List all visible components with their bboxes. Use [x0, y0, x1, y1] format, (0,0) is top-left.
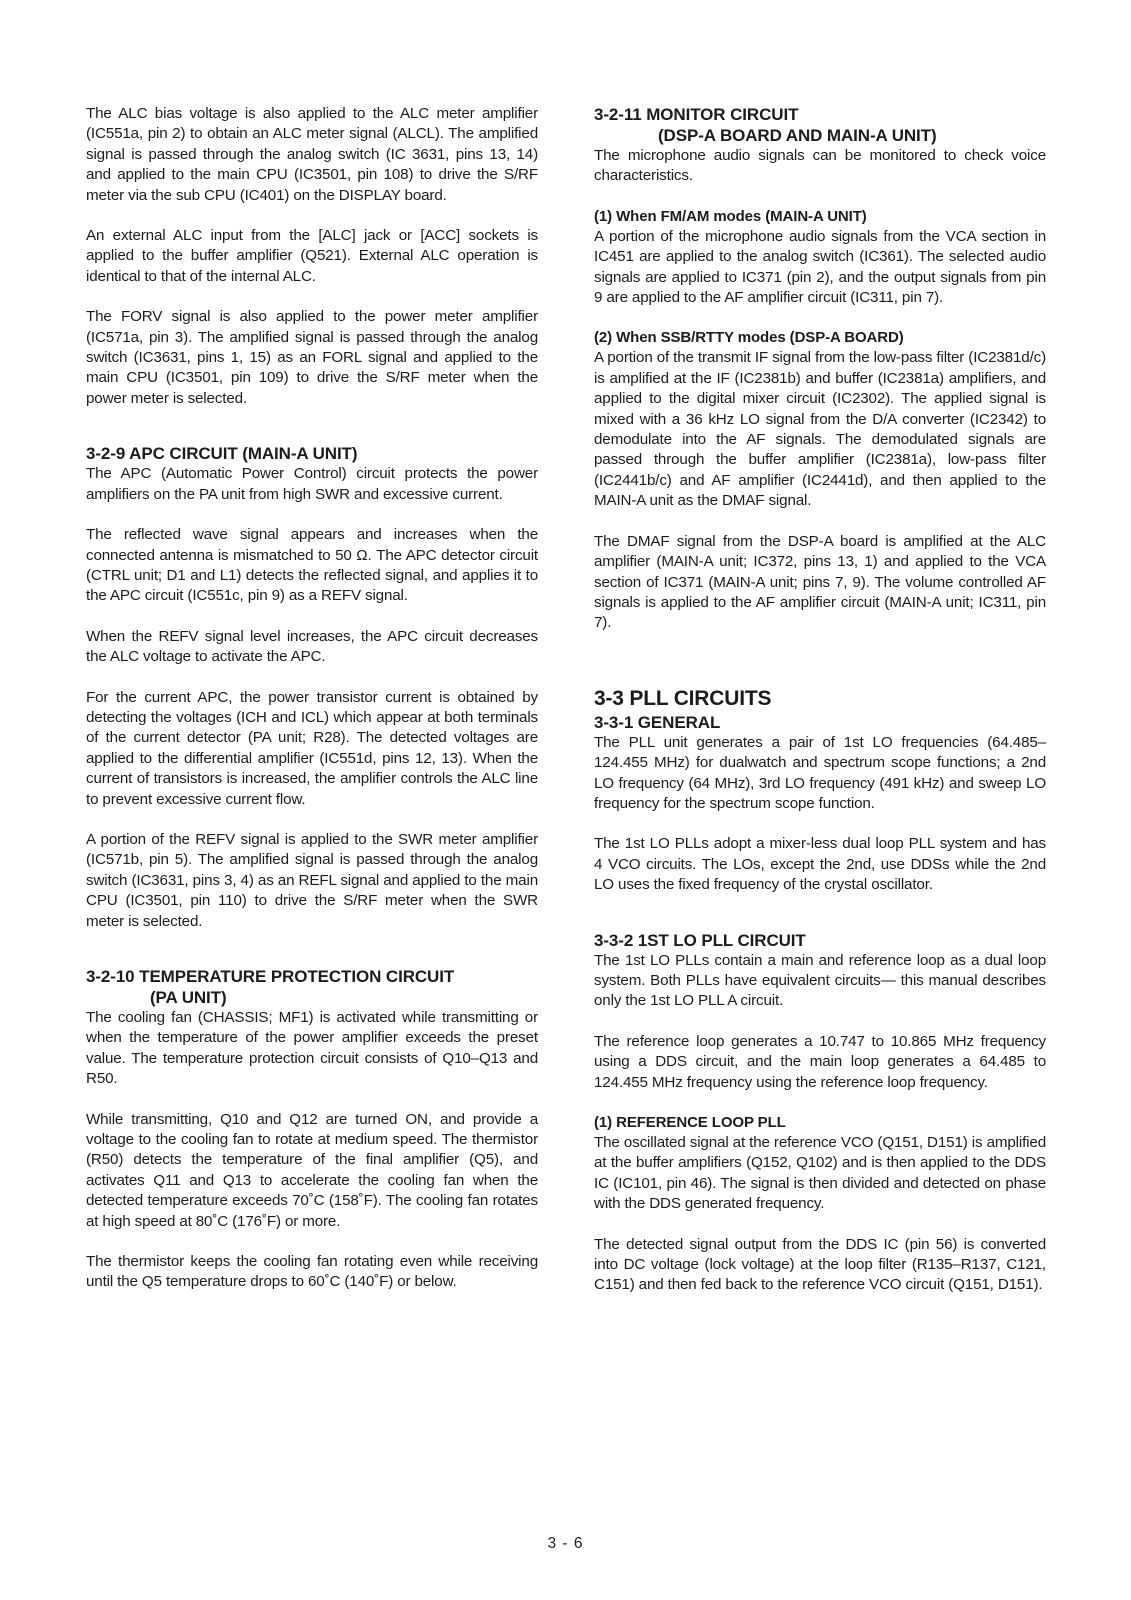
apc-refv-block — [86, 627, 538, 668]
forv-paragraph: The FORV signal is also applied to the power meter amplifier (IC571a, pin 3). The amplified signal is passed through the analog switch (IC3631, pins 1, 15) as an FORL signal and applied to the main CPU (IC3501, pin 109) to drive the S/RF meter when the power meter is selected. — [86, 308, 538, 407]
apc-heading: 3-2-9 APC CIRCUIT (MAIN-A UNIT) — [86, 444, 358, 464]
first-lo-block-2 — [594, 1032, 1046, 1093]
first-lo-section — [594, 930, 1046, 1012]
temperature-heading-line1: 3-2-10 TEMPERATURE PROTECTION CIRCUIT — [86, 967, 455, 986]
monitor-heading — [594, 104, 1046, 146]
left-column — [86, 104, 538, 1313]
temperature-receive-block — [86, 1252, 538, 1293]
monitor-dmaf-block — [594, 532, 1046, 634]
first-lo-heading: 3-3-2 1ST LO PLL CIRCUIT — [594, 930, 806, 950]
reference-loop-block-2 — [594, 1235, 1046, 1296]
alc-meter-block — [86, 104, 538, 206]
apc-refv-paragraph: When the REFV signal level increases, the APC circuit decreases the ALC voltage to activate the APC. — [86, 627, 538, 666]
right-column — [594, 104, 1046, 1316]
reference-loop-paragraph-1: The oscillated signal at the reference VCO (Q151, D151) is amplified at the buffer amplifiers (Q152, Q102) and is then applied to the DDS IC (IC101, pin 46). The signal is then divided and detected on phase with the DDS generated frequency. — [594, 1134, 1046, 1213]
page-number: 3 - 6 — [547, 1535, 584, 1552]
first-lo-paragraph-2: The reference loop generates a 10.747 to 10.865 MHz frequency using a DDS circuit, and the main loop generates a 64.485 to 124.455 MHz frequency using the reference loop frequency. — [594, 1032, 1046, 1091]
monitor-intro-paragraph: The microphone audio signals can be monitored to check voice characteristics. — [594, 147, 1046, 185]
monitor-dmaf-paragraph: The DMAF signal from the DSP-A board is amplified at the ALC amplifier (MAIN-A unit; IC372, pins 13, 1) and applied to the VCA section of IC371 (MAIN-A unit; pins 7, 9). The volume controlled AF signals is applied to the AF amplifier circuit (MAIN-A unit; IC311, pin 7). — [594, 532, 1046, 632]
temperature-intro-paragraph: The cooling fan (CHASSIS; MF1) is activated while transmitting or when the temperature of the power amplifier exceeds the preset value. The temperature protection circuit consists of Q10–Q13 and R50. — [86, 1009, 538, 1088]
monitor-heading-line2: (DSP-A BOARD AND MAIN-A UNIT) — [658, 126, 937, 145]
pll-general-paragraph-2: The 1st LO PLLs adopt a mixer-less dual loop PLL system and has 4 VCO circuits. The LOs, except the 2nd, use DDSs while the 2nd LO uses the fixed frequency of the crystal oscillator. — [594, 835, 1046, 894]
pll-general-block-2 — [594, 834, 1046, 895]
monitor-section — [594, 104, 1046, 187]
monitor-fm-paragraph: A portion of the microphone audio signals from the VCA section in IC451 are applied to the analog switch (IC361). The selected audio signals are applied to IC371 (pin 2), and the output signals from pin 9 are applied to the AF amplifier circuit (IC311, pin 7). — [594, 227, 1046, 307]
temperature-heading-line2: (PA UNIT) — [150, 988, 227, 1007]
pll-chapter-heading: 3-3 PLL CIRCUITS — [594, 686, 772, 710]
temperature-receive-paragraph: The thermistor keeps the cooling fan rotating even while receiving until the Q5 temperature drops to 60˚C (140˚F) or below. — [86, 1253, 538, 1291]
monitor-fm-block — [594, 207, 1046, 309]
alc-meter-paragraph: The ALC bias voltage is also applied to the ALC meter amplifier (IC551a, pin 2) to obtain an ALC meter signal (ALCL). The amplified signal is passed through the analog switch (IC 3631, pins 13, 14) and applied to the main CPU (IC3501, pin 108) to drive the S/RF meter via the sub CPU (IC401) on the DISPLAY board. — [86, 105, 538, 204]
monitor-ssb-heading: (2) When SSB/RTTY modes (DSP-A BOARD) — [594, 329, 904, 347]
apc-swr-paragraph: A portion of the REFV signal is applied to the SWR meter amplifier (IC571b, pin 5). The amplified signal is passed through the analog switch (IC3631, pins 3, 4) as an REFL signal and applied to the main CPU (IC3501, pin 110) to drive the S/RF meter when the SWR meter is selected. — [86, 830, 538, 930]
pll-general-paragraph-1: The PLL unit generates a pair of 1st LO frequencies (64.485–124.455 MHz) for dualwatch and spectrum scope functions; a 2nd LO frequency (64 MHz), 3rd LO frequency (491 kHz) and sweep LO frequency for the spectrum scope function. — [594, 733, 1046, 812]
first-lo-paragraph-1: The 1st LO PLLs contain a main and reference loop as a dual loop system. Both PLLs have equivalent circuits— this manual describes only the 1st LO PLL A circuit. — [594, 951, 1046, 1010]
monitor-fm-heading: (1) When FM/AM modes (MAIN-A UNIT) — [594, 207, 867, 225]
monitor-ssb-block — [594, 328, 1046, 511]
apc-reflected-block — [86, 525, 538, 607]
apc-current-block — [86, 688, 538, 810]
temperature-transmit-paragraph: While transmitting, Q10 and Q12 are turned ON, and provide a voltage to the cooling fan to rotate at medium speed. The thermistor (R50) detects the temperature of the final amplifier (Q5), and activates Q11 and Q13 to accelerate the cooling fan when the detected temperature exceeds 70˚C (158˚F). The cooling fan rotates at high speed at 80˚C (176˚F) or more. — [86, 1110, 538, 1230]
reference-loop-heading: (1) REFERENCE LOOP PLL — [594, 1114, 786, 1131]
pll-section — [594, 686, 1046, 815]
forv-block — [86, 307, 538, 409]
temperature-section — [86, 966, 538, 1090]
monitor-heading-line1: 3-2-11 MONITOR CIRCUIT — [594, 105, 799, 124]
reference-loop-block — [594, 1113, 1046, 1215]
external-alc-paragraph: An external ALC input from the [ALC] jack or [ACC] sockets is applied to the buffer amplifier (Q521). External ALC operation is identical to that of the internal ALC. — [86, 227, 538, 285]
temperature-transmit-block — [86, 1110, 538, 1232]
temperature-heading — [86, 966, 538, 1008]
monitor-ssb-paragraph: A portion of the transmit IF signal from the low-pass filter (IC2381d/c) is amplified at the IF (IC2381b) and buffer (IC2381a) amplifiers, and applied to the digital mixer circuit (IC2302). The applied signal is mixed with a 36 kHz LO signal from the D/A converter (IC2342) to demodulate into the AF signals. The demodulated signals are passed through the buffer amplifier (IC2381a), low-pass filter (IC2441b/c) and AF amplifier (IC2441d), and then applied to the MAIN-A unit as the DMAF signal. — [594, 349, 1046, 510]
external-alc-block — [86, 226, 538, 287]
pll-general-heading: 3-3-1 GENERAL — [594, 712, 721, 732]
apc-section — [86, 443, 538, 505]
apc-intro-paragraph: The APC (Automatic Power Control) circuit protects the power amplifiers on the PA unit from high SWR and excessive current. — [86, 465, 538, 503]
apc-current-paragraph: For the current APC, the power transistor current is obtained by detecting the voltages (ICH and ICL) which appear at both terminals of the current detector (PA unit; R28). The detected voltages are applied to the differential amplifier (IC551d, pins 12, 13). When the current of transistors is increased, the amplifier controls the ALC line to prevent excessive current flow. — [86, 688, 538, 808]
apc-reflected-paragraph: The reflected wave signal appears and increases when the connected antenna is mismatched to 50 Ω. The APC detector circuit (CTRL unit; D1 and L1) detects the reflected signal, and applies it to the APC circuit (IC551c, pin 9) as a REFV signal. — [86, 526, 538, 605]
apc-swr-block — [86, 830, 538, 932]
reference-loop-paragraph-2: The detected signal output from the DDS IC (pin 56) is converted into DC voltage (lock voltage) at the loop filter (R135–R137, C121, C151) and then fed back to the reference VCO circuit (Q151, D151). — [594, 1235, 1046, 1294]
